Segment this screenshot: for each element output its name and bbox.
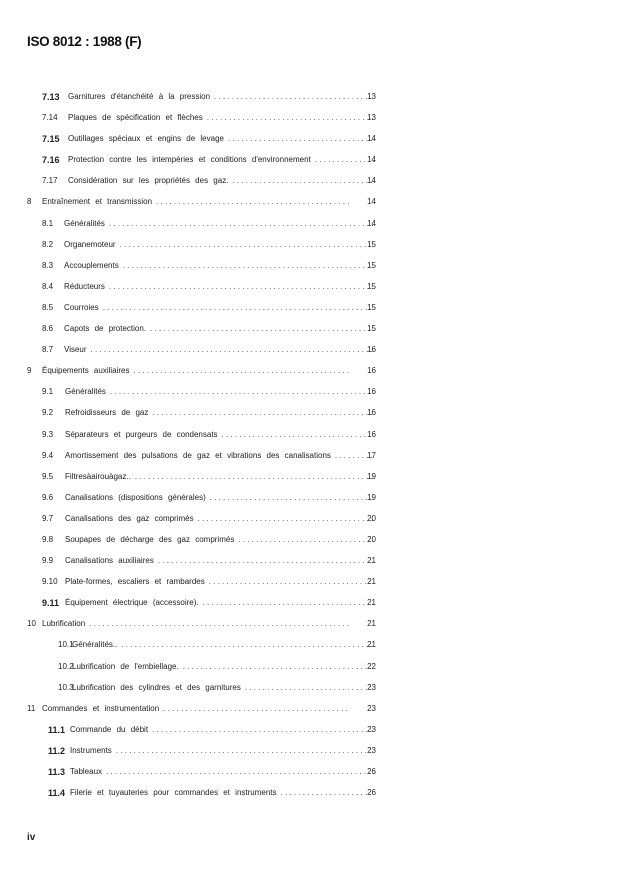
toc-entry xyxy=(0,702,622,723)
toc-entry-title: Refroidisseurs de gaz xyxy=(65,408,149,418)
table-of-contents xyxy=(0,90,622,807)
toc-entry xyxy=(0,301,622,322)
toc-entry-text xyxy=(42,364,350,378)
toc-entry-page: 20 xyxy=(367,513,376,523)
toc-entry-text xyxy=(65,575,374,589)
toc-entry-title: Amortissement des pulsations de gaz et vibrations des canalisations xyxy=(65,450,331,460)
toc-entry-title: Plate-formes, escaliers et rambardes xyxy=(65,577,205,587)
toc-entry xyxy=(0,554,622,575)
toc-entry-page: 14 xyxy=(367,197,376,207)
toc-entry-text xyxy=(70,723,374,737)
toc-entry-page: 21 xyxy=(367,640,376,650)
toc-entry-title: Commandes et instrumentation xyxy=(42,703,160,713)
toc-entry xyxy=(0,638,622,659)
toc-entry-text xyxy=(68,90,374,104)
toc-entry-number: 11.2 xyxy=(48,745,66,756)
dot-leader xyxy=(158,554,374,568)
dot-leader xyxy=(203,596,374,610)
toc-entry-text xyxy=(64,217,374,231)
toc-entry-number: 9.4 xyxy=(42,450,54,460)
toc-entry xyxy=(0,153,622,174)
toc-entry-number: 7.16 xyxy=(42,155,60,166)
toc-entry-number: 9.9 xyxy=(42,556,54,566)
toc-entry-page: 16 xyxy=(367,429,376,439)
toc-entry-number: 10.3 xyxy=(58,682,74,692)
toc-entry-text xyxy=(65,554,374,568)
toc-entry-title: Canalisations auxiliaires xyxy=(65,556,154,566)
page-number-footer: iv xyxy=(27,832,36,843)
dot-leader xyxy=(109,217,374,231)
toc-entry xyxy=(0,491,622,512)
toc-entry-page: 14 xyxy=(367,176,376,186)
toc-entry-title: Plaques de spécification et flèches xyxy=(68,113,203,123)
toc-entry-number: 8.1 xyxy=(42,218,54,228)
toc-entry-title: Considération sur les propriétés des gaz. xyxy=(68,176,229,186)
toc-entry-text xyxy=(65,449,374,463)
toc-entry-number: 9.8 xyxy=(42,534,54,544)
toc-entry-text xyxy=(68,132,374,146)
toc-entry xyxy=(0,322,622,343)
toc-entry-title: Généralités xyxy=(64,218,105,228)
toc-entry-number: 10 xyxy=(27,619,36,629)
toc-entry-title: Lubrification xyxy=(42,619,86,629)
toc-entry xyxy=(0,786,622,807)
toc-entry xyxy=(0,259,622,280)
toc-entry xyxy=(0,533,622,554)
toc-entry-number: 9.7 xyxy=(42,513,54,523)
dot-leader xyxy=(152,723,374,737)
toc-entry-number: 8.7 xyxy=(42,345,54,355)
dot-leader xyxy=(123,259,374,273)
toc-entry-title: Généralités.. xyxy=(72,640,118,650)
toc-entry-text xyxy=(42,195,350,209)
toc-entry-title: Tableaux xyxy=(70,767,103,776)
dot-leader xyxy=(183,660,374,674)
toc-entry-text xyxy=(64,280,374,294)
toc-entry-title: Accouplements xyxy=(64,260,119,270)
toc-entry-page: 21 xyxy=(367,598,376,608)
toc-entry-page: 15 xyxy=(367,281,376,291)
toc-entry-page: 14 xyxy=(367,155,376,165)
toc-entry-text xyxy=(42,617,350,631)
toc-entry-text xyxy=(65,512,374,526)
dot-leader xyxy=(214,90,374,104)
toc-entry-text xyxy=(68,153,374,167)
toc-entry-page: 26 xyxy=(367,767,376,776)
toc-entry-text xyxy=(65,533,374,547)
toc-entry-number: 7.13 xyxy=(42,92,60,102)
toc-entry-text xyxy=(68,174,374,188)
toc-entry-title: Équipement électrique (accessoire). xyxy=(65,598,199,608)
toc-entry-number: 11.3 xyxy=(48,767,66,777)
toc-entry-number: 8.2 xyxy=(42,239,54,249)
toc-entry-number: 9.2 xyxy=(42,408,54,418)
toc-entry-page: 15 xyxy=(367,302,376,312)
dot-leader xyxy=(238,533,374,547)
toc-entry-title: Entraînement et transmission xyxy=(42,197,153,207)
toc-entry xyxy=(0,723,622,744)
dot-leader xyxy=(222,428,374,442)
toc-entry-number: 11 xyxy=(27,703,36,713)
dot-leader xyxy=(210,491,374,505)
toc-entry-page: 13 xyxy=(367,92,376,101)
toc-entry xyxy=(0,238,622,259)
toc-entry-page: 15 xyxy=(367,260,376,270)
toc-entry xyxy=(0,575,622,596)
toc-entry-page: 15 xyxy=(367,324,376,334)
toc-entry xyxy=(0,617,622,638)
toc-entry-text xyxy=(64,343,374,357)
dot-leader xyxy=(207,111,374,125)
toc-entry xyxy=(0,744,622,765)
toc-entry-number: 7.15 xyxy=(42,134,60,145)
toc-entry-page: 22 xyxy=(367,661,376,671)
toc-entry-page: 15 xyxy=(367,239,376,249)
toc-entry-title: Lubrification des cylindres et des garnitures xyxy=(72,682,241,692)
toc-entry-text xyxy=(68,111,374,125)
dot-leader xyxy=(106,765,374,779)
toc-entry-number: 8.3 xyxy=(42,260,54,270)
toc-entry-title: Viseur xyxy=(64,345,87,355)
toc-entry xyxy=(0,406,622,427)
toc-entry-page: 16 xyxy=(367,366,376,376)
toc-entry-title: Canalisations des gaz comprimés xyxy=(65,513,194,523)
toc-entry-page: 23 xyxy=(367,703,376,713)
toc-entry-page: 21 xyxy=(367,556,376,566)
toc-entry-title: Outillages spéciaux et engins de levage xyxy=(68,134,224,144)
toc-entry-title: Filerie et tuyauteries pour commandes et instruments xyxy=(70,788,277,798)
dot-leader xyxy=(209,575,374,589)
toc-entry xyxy=(0,111,622,132)
toc-entry-title: Équipements auxiliaires xyxy=(42,366,130,376)
document-header: ISO 8012 : 1988 (F) xyxy=(27,34,142,49)
toc-entry-number: 10.2 xyxy=(58,661,74,671)
toc-entry-page: 16 xyxy=(367,408,376,418)
toc-entry-title: Canalisations (dispositions générales) xyxy=(65,492,206,502)
toc-entry xyxy=(0,428,622,449)
toc-entry-page: 14 xyxy=(367,134,376,144)
toc-entry xyxy=(0,174,622,195)
toc-entry-page: 19 xyxy=(367,492,376,502)
toc-entry xyxy=(0,660,622,681)
toc-entry-text xyxy=(64,322,374,336)
toc-entry xyxy=(0,385,622,406)
toc-entry-title: Protection contre les intempéries et conditions d'environnement xyxy=(68,155,311,165)
toc-entry-text xyxy=(64,259,374,273)
toc-entry xyxy=(0,681,622,702)
toc-entry-page: 26 xyxy=(367,788,376,798)
toc-entry-page: 14 xyxy=(367,218,376,228)
dot-leader xyxy=(110,385,374,399)
toc-entry xyxy=(0,90,622,111)
toc-entry-page: 23 xyxy=(367,724,376,734)
toc-entry-title: Séparateurs et purgeurs de condensats xyxy=(65,429,218,439)
toc-entry-text xyxy=(65,491,374,505)
toc-entry-number: 8.4 xyxy=(42,281,54,291)
toc-entry-text xyxy=(64,238,374,252)
toc-entry-title: Généralités xyxy=(65,387,106,397)
toc-entry-number: 7.14 xyxy=(42,113,58,123)
toc-entry-text xyxy=(65,470,374,484)
toc-entry-text xyxy=(70,744,374,758)
toc-entry xyxy=(0,364,622,385)
toc-entry-text xyxy=(42,702,350,716)
toc-entry-title: Courroies xyxy=(64,302,99,312)
toc-entry xyxy=(0,280,622,301)
dot-leader xyxy=(109,280,374,294)
toc-entry-page: 23 xyxy=(367,745,376,755)
toc-entry xyxy=(0,470,622,491)
toc-entry xyxy=(0,343,622,364)
toc-entry-number: 9.6 xyxy=(42,492,54,502)
toc-entry-number: 9.5 xyxy=(42,471,54,481)
toc-entry-page: 20 xyxy=(367,534,376,544)
toc-entry-title: Lubrification de l'embiellage. xyxy=(72,661,179,671)
toc-entry-title: Filtresàairouàgaz.. xyxy=(65,471,131,481)
toc-entry-title: Instruments xyxy=(70,745,112,755)
toc-entry-number: 9 xyxy=(27,366,32,376)
toc-entry xyxy=(0,596,622,617)
toc-entry xyxy=(0,449,622,470)
dot-leader xyxy=(232,174,374,188)
toc-entry-text xyxy=(65,385,374,399)
toc-entry-number: 8.5 xyxy=(42,302,54,312)
dot-leader xyxy=(116,744,374,758)
dot-leader xyxy=(103,301,374,315)
toc-entry-number: 8 xyxy=(27,197,32,207)
toc-entry xyxy=(0,132,622,153)
toc-entry-number: 11.4 xyxy=(48,788,66,799)
toc-entry-text xyxy=(72,638,374,652)
toc-entry-page: 23 xyxy=(367,682,376,692)
toc-entry-text xyxy=(72,660,374,674)
toc-entry-page: 13 xyxy=(367,113,376,123)
dot-leader xyxy=(120,238,374,252)
toc-entry-page: 21 xyxy=(367,619,376,629)
toc-entry-page: 21 xyxy=(367,577,376,587)
toc-entry xyxy=(0,195,622,216)
toc-entry-title: Commande du débit xyxy=(70,724,149,734)
toc-entry-title: Réducteurs xyxy=(64,281,105,291)
dot-leader xyxy=(121,638,374,652)
toc-entry-title: Organemoteur xyxy=(64,239,116,249)
toc-entry-number: 10.1 xyxy=(58,640,74,650)
dot-leader xyxy=(135,470,374,484)
toc-entry-text xyxy=(70,786,374,800)
dot-leader xyxy=(89,617,350,631)
toc-entry-title: Garnitures d'étanchéité à la pression xyxy=(68,92,211,101)
dot-leader xyxy=(150,322,374,336)
toc-entry-text xyxy=(70,765,374,779)
dot-leader xyxy=(163,702,350,716)
toc-entry-text xyxy=(72,681,374,695)
dot-leader xyxy=(228,132,374,146)
toc-entry xyxy=(0,765,622,786)
toc-entry-title: Soupapes de décharge des gaz comprimés xyxy=(65,534,235,544)
toc-entry-number: 9.11 xyxy=(42,598,60,609)
toc-entry xyxy=(0,512,622,533)
toc-entry-number: 7.17 xyxy=(42,176,58,186)
toc-entry-number: 9.10 xyxy=(42,577,58,587)
toc-entry-text xyxy=(65,428,374,442)
toc-entry-number: 8.6 xyxy=(42,324,54,334)
toc-entry-page: 17 xyxy=(367,450,376,460)
toc-entry-page: 16 xyxy=(367,387,376,397)
dot-leader xyxy=(152,406,374,420)
dot-leader xyxy=(134,364,351,378)
dot-leader xyxy=(245,681,374,695)
dot-leader xyxy=(156,195,350,209)
dot-leader xyxy=(91,343,374,357)
toc-entry-text xyxy=(65,406,374,420)
toc-entry-number: 9.1 xyxy=(42,387,54,397)
toc-entry-page: 19 xyxy=(367,471,376,481)
toc-entry-title: Capots de protection. xyxy=(64,324,147,334)
toc-entry-text xyxy=(65,596,374,610)
toc-entry-number: 9.3 xyxy=(42,429,54,439)
toc-entry-page: 16 xyxy=(367,345,376,355)
dot-leader xyxy=(198,512,374,526)
toc-entry xyxy=(0,217,622,238)
toc-entry-text xyxy=(64,301,374,315)
toc-entry-number: 11.1 xyxy=(48,724,66,735)
